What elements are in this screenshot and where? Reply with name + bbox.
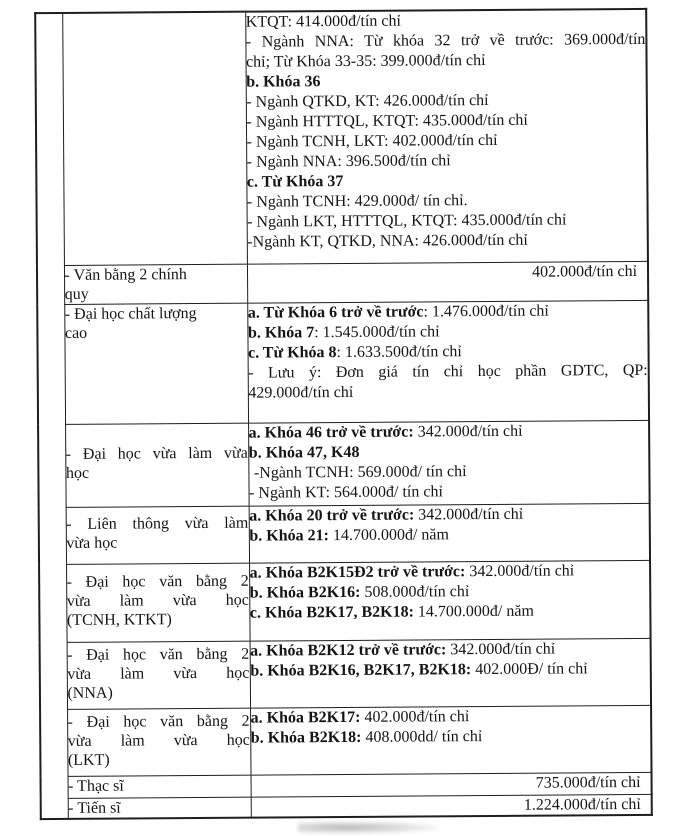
fee-category-label: - Thạc sĩ bbox=[68, 777, 124, 795]
table-row bbox=[40, 705, 651, 776]
fee-detail-line bbox=[249, 523, 649, 546]
fee-detail-bold-text: b. Khóa 21: bbox=[249, 526, 329, 545]
fee-detail-bold-text: a. Khóa B2K12 trở về trước: bbox=[250, 640, 447, 660]
fee-category-cell bbox=[66, 506, 249, 564]
fee-detail-bold-text: c. Từ Khóa 8 bbox=[248, 343, 337, 362]
fee-detail-cell bbox=[251, 794, 652, 817]
fee-detail-text: chỉ; Từ Khóa 33-35: 399.000đ/tín chỉ bbox=[245, 52, 486, 71]
fee-detail-text: 14.700.000đ/ năm bbox=[413, 602, 534, 621]
fee-detail-line bbox=[248, 380, 648, 403]
fee-detail-line bbox=[250, 658, 650, 681]
fee-detail-text: 402.000Đ/ tín chỉ bbox=[471, 659, 588, 678]
fee-detail-line bbox=[246, 70, 646, 93]
fee-detail-line bbox=[250, 638, 650, 661]
fee-detail-bold-text: c. Khóa B2K17, B2K18: bbox=[249, 603, 414, 622]
fee-detail-text: - Ngành HTTTQL, KTQT: 435.000đ/tín chỉ bbox=[246, 111, 528, 131]
table-row bbox=[39, 560, 651, 642]
fee-detail-line bbox=[247, 150, 647, 173]
fee-detail-line bbox=[249, 480, 649, 503]
fee-detail-text: : 1.633.500đ/tín chỉ bbox=[336, 342, 462, 361]
fee-category-label: (NNA) bbox=[67, 684, 113, 702]
fee-category-cell bbox=[65, 423, 249, 507]
fee-category-label: học bbox=[65, 464, 90, 482]
fee-detail-bold-text: a. Khóa 46 trở về trước: bbox=[248, 423, 414, 442]
fee-detail-line bbox=[248, 300, 648, 323]
fee-category-label: quy bbox=[64, 285, 89, 303]
fee-detail-text: 342.000đ/tín chỉ bbox=[413, 422, 523, 441]
fee-category-cell bbox=[64, 303, 248, 424]
fee-category-label: vừa làm vừa học bbox=[66, 591, 249, 610]
fee-detail-text: 342.000đ/tín chỉ bbox=[414, 505, 524, 524]
fee-detail-line bbox=[251, 725, 651, 748]
fee-detail-text: 14.700.000đ/ năm bbox=[328, 525, 449, 544]
fee-detail-text: : 1.545.000đ/tín chỉ bbox=[314, 322, 440, 341]
fee-category-label: vừa làm vừa học bbox=[67, 664, 250, 683]
fee-detail-line bbox=[247, 230, 647, 253]
table-row bbox=[39, 503, 650, 564]
fee-category-cell bbox=[64, 264, 247, 304]
fee-detail-line bbox=[247, 130, 647, 153]
fee-detail-line bbox=[249, 440, 649, 463]
fee-category-label: (TCNH, KTKT) bbox=[66, 611, 172, 629]
fee-detail-cell bbox=[249, 560, 651, 641]
fee-detail-bold-text: b. Khóa 47, K48 bbox=[248, 443, 360, 462]
fee-detail-line bbox=[250, 600, 650, 623]
fee-detail-text: - Ngành TCNH: 429.000đ/ tín chỉ. bbox=[246, 192, 468, 211]
fee-detail-text: - Lưu ý: Đơn giá tín chỉ học phần GDTC, QP: bbox=[248, 361, 648, 382]
fee-detail-line bbox=[246, 30, 646, 53]
fee-category-label: - Văn bằng 2 chính bbox=[64, 265, 187, 284]
tuition-fee-table bbox=[34, 8, 653, 820]
fee-detail-line bbox=[249, 503, 649, 526]
fee-detail-line bbox=[248, 360, 648, 383]
fee-detail-line bbox=[250, 560, 650, 583]
fee-detail-line bbox=[250, 580, 650, 603]
fee-detail-bold-text: c. Từ Khóa 37 bbox=[246, 172, 344, 191]
fee-detail-line bbox=[247, 210, 647, 233]
fee-category-label: - Đại học chất lượng bbox=[64, 304, 197, 323]
fee-detail-text: : 1.476.000đ/tín chỉ bbox=[423, 302, 549, 320]
fee-amount: 735.000đ/tín chỉ bbox=[535, 773, 641, 792]
fee-detail-cell bbox=[249, 503, 650, 563]
fee-detail-text: - Ngành QTKD, KT: 426.000đ/tín chỉ bbox=[246, 91, 489, 111]
fee-detail-bold-text: b. Khóa 36 bbox=[246, 73, 321, 91]
fee-amount: 402.000đ/tín chỉ bbox=[532, 262, 638, 281]
fee-detail-line bbox=[249, 460, 649, 483]
fee-detail-text: 342.000đ/tín chỉ bbox=[465, 561, 575, 580]
table-row bbox=[35, 9, 648, 265]
fee-detail-text: - Ngành NNA: Từ khóa 32 trở về trước: 369.000đ/tín bbox=[245, 30, 646, 51]
fee-detail-text: KTQT: 414.000đ/tín chỉ bbox=[245, 12, 402, 31]
fee-amount: 1.224.000đ/tín chỉ bbox=[523, 795, 641, 814]
fee-category-label: - Đại học văn bằng 2 bbox=[67, 645, 250, 664]
fee-category-cell bbox=[66, 563, 250, 642]
table-row bbox=[37, 261, 648, 304]
fee-category-cell bbox=[67, 641, 250, 709]
tuition-fee-table-body bbox=[35, 9, 652, 819]
fee-detail-text: 429.000đ/tín chỉ bbox=[248, 383, 354, 402]
table-row bbox=[37, 300, 649, 424]
fee-detail-text: 408.000dd/ tín chỉ bbox=[361, 727, 483, 746]
fee-category-label: - Đại học vừa làm vừa bbox=[65, 444, 248, 463]
fee-category-cell bbox=[68, 775, 251, 798]
fee-detail-cell bbox=[247, 300, 649, 423]
fee-detail-bold-text: b. Khóa B2K16, B2K17, B2K18: bbox=[250, 660, 472, 680]
fee-category-label: vừa học bbox=[66, 534, 118, 552]
fee-detail-line bbox=[246, 10, 646, 33]
fee-detail-text: 508.000đ/tín chỉ bbox=[360, 582, 470, 601]
fee-detail-cell bbox=[248, 420, 650, 506]
fee-detail-cell bbox=[251, 772, 652, 797]
fee-category-label: - Tiến sĩ bbox=[68, 799, 121, 817]
fee-detail-cell bbox=[245, 9, 648, 264]
fee-detail-line bbox=[247, 170, 647, 193]
fee-category-label: cao bbox=[64, 324, 88, 342]
fee-detail-cell bbox=[247, 261, 648, 303]
fee-detail-text: - Ngành LKT, HTTTQL, KTQT: 435.000đ/tín chỉ bbox=[247, 211, 567, 231]
fee-detail-text: -Ngành TCNH: 569.000đ/ tín chỉ bbox=[253, 462, 467, 482]
fee-detail-bold-text: b. Khóa B2K16: bbox=[249, 583, 361, 602]
fee-detail-bold-text: a. Từ Khóa 6 trở về trước bbox=[247, 302, 424, 322]
fee-detail-text: - Ngành TCNH, LKT: 402.000đ/tín chỉ bbox=[246, 131, 498, 151]
fee-detail-text: - Ngành NNA: 396.500đ/tín chỉ bbox=[246, 152, 451, 171]
fee-detail-bold-text: b. Khóa 7 bbox=[247, 323, 315, 342]
table-row bbox=[40, 638, 651, 709]
fee-detail-line bbox=[251, 705, 651, 728]
fee-category-cell bbox=[67, 708, 250, 776]
fee-detail-line bbox=[246, 50, 646, 73]
fee-detail-bold-text: a. Khóa 20 trở về trước: bbox=[249, 506, 415, 525]
fee-detail-cell bbox=[250, 638, 651, 708]
scan-smudge-artifact bbox=[298, 821, 438, 834]
fee-category-label: - Liên thông vừa làm bbox=[66, 514, 249, 533]
fee-detail-line bbox=[249, 420, 649, 443]
fee-category-cell bbox=[62, 12, 247, 265]
fee-detail-line bbox=[247, 190, 647, 213]
fee-detail-bold-text: a. Khóa B2K17: bbox=[250, 708, 361, 727]
fee-detail-text: -Ngành KT, QTKD, NNA: 426.000đ/tín chỉ bbox=[247, 231, 528, 251]
fee-category-cell bbox=[68, 797, 251, 819]
fee-detail-line bbox=[248, 320, 648, 343]
fee-category-label: - Đại học văn bằng 2 bbox=[66, 572, 249, 591]
fee-detail-text: 342.000đ/tín chỉ bbox=[446, 640, 556, 658]
fee-category-label: vừa làm vừa học bbox=[67, 731, 250, 750]
fee-detail-bold-text: b. Khóa B2K18: bbox=[250, 728, 362, 747]
fee-detail-cell bbox=[250, 705, 651, 775]
table-row bbox=[38, 420, 650, 507]
fee-detail-line bbox=[246, 110, 646, 133]
fee-category-label: - Đại học văn bằng 2 bbox=[67, 712, 250, 731]
fee-detail-bold-text: a. Khóa B2K15Đ2 trở về trước: bbox=[249, 562, 466, 582]
fee-detail-line bbox=[246, 90, 646, 113]
table-row bbox=[41, 794, 652, 819]
fee-detail-text: - Ngành KT: 564.000đ/ tín chỉ bbox=[248, 482, 443, 502]
fee-detail-line bbox=[248, 340, 648, 363]
fee-category-label: (LKT) bbox=[67, 751, 110, 769]
fee-detail-text: 402.000đ/tín chỉ bbox=[360, 707, 470, 726]
